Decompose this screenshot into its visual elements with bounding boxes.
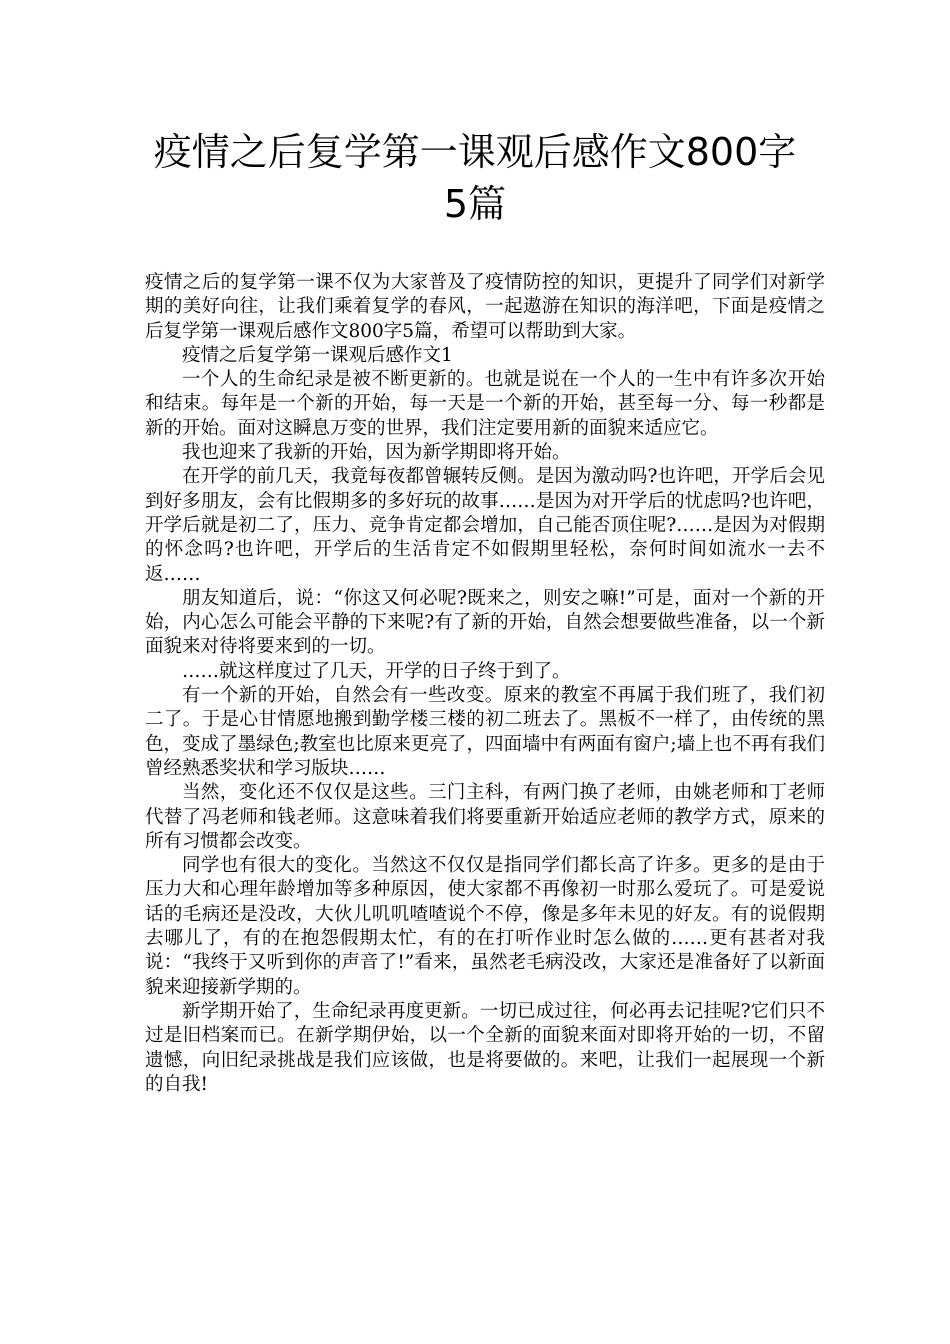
title-line-2: 5篇 bbox=[443, 182, 507, 226]
body-paragraph: ……就这样度过了几天，开学的日子终于到了。 bbox=[182, 660, 571, 682]
body-paragraph: 有一个新的开始，自然会有一些改变。原来的教室不再属于我们班了，我们初二了。于是心甘情愿地搬到勤学楼三楼的初二班去了。黑板不一样了，由传统的黑色，变成了墨绿色;教室也比原来更亮了，四面墙中有两面有窗户;墙上也不再有我们曾经熟悉奖状和学习版块…… bbox=[145, 685, 825, 779]
body-paragraph: 当然，变化还不仅仅是这些。三门主科，有两门换了老师，由姚老师和丁老师代替了冯老师和钱老师。这意味着我们将要重新开始适应老师的教学方式，原来的所有习惯都会改变。 bbox=[145, 782, 825, 852]
body-paragraph: 新学期开始了，生命纪录再度更新。一切已成过往，何必再去记挂呢?它们只不过是旧档案而已。在新学期伊始，以一个全新的面貌来面对即将开始的一切，不留遗憾，向旧纪录挑战是我们应该做，也是将要做的。来吧，让我们一起展现一个新的自我! bbox=[145, 1000, 825, 1095]
body-paragraph: 一个人的生命纪录是被不断更新的。也就是说在一个人的一生中有许多次开始和结束。每年是一个新的开始，每一天是一个新的开始，甚至每一分、每一秒都是新的开始。面对这瞬息万变的世界，我们注定要用新的面貌来适应它。 bbox=[145, 369, 825, 439]
document-title bbox=[90, 126, 860, 230]
document-body bbox=[145, 271, 825, 1097]
section-heading: 疫情之后复学第一课观后感作文1 bbox=[182, 344, 453, 366]
intro-paragraph: 疫情之后的复学第一课不仅为大家普及了疫情防控的知识，更提升了同学们对新学期的美好向往，让我们乘着复学的春风，一起遨游在知识的海洋吧，下面是疫情之后复学第一课观后感作文800字5篇，希望可以帮助到大家。 bbox=[145, 272, 825, 342]
body-paragraph: 朋友知道后，说：“你这又何必呢?既来之，则安之嘛!”可是，面对一个新的开始，内心怎么可能会平静的下来呢?有了新的开始，自然会想要做些准备，以一个新面貌来对待将要来到的一切。 bbox=[145, 587, 825, 658]
body-paragraph: 我也迎来了我新的开始，因为新学期即将开始。 bbox=[182, 442, 571, 464]
body-paragraph: 在开学的前几天，我竟每夜都曾辗转反侧。是因为激动吗?也许吧，开学后会见到好多朋友，会有比假期多的多好玩的故事……是因为对开学后的忧虑吗?也许吧，开学后就是初二了，压力、竞争肯定都会增加，自己能否顶住呢?……是因为对假期的怀念吗?也许吧，开学后的生活肯定不如假期里轻松，奈何时间如流水一去不返…… bbox=[145, 466, 825, 585]
title-line-1: 疫情之后复学第一课观后感作文800字 bbox=[153, 130, 797, 174]
body-paragraph: 同学也有很大的变化。当然这不仅仅是指同学们都长高了许多。更多的是由于压力大和心理年龄增加等多种原因，使大家都不再像初一时那么爱玩了。可是爱说话的毛病还是没改，大伙儿叽叽喳喳说个不停，像是多年未见的好友。有的说假期去哪儿了，有的在抱怨假期太忙，有的在打听作业时怎么做的……更有甚者对我说：“我终于又听到你的声音了!”看来，虽然老毛病没改，大家还是准备好了以新面貌来迎接新学期的。 bbox=[145, 855, 825, 998]
